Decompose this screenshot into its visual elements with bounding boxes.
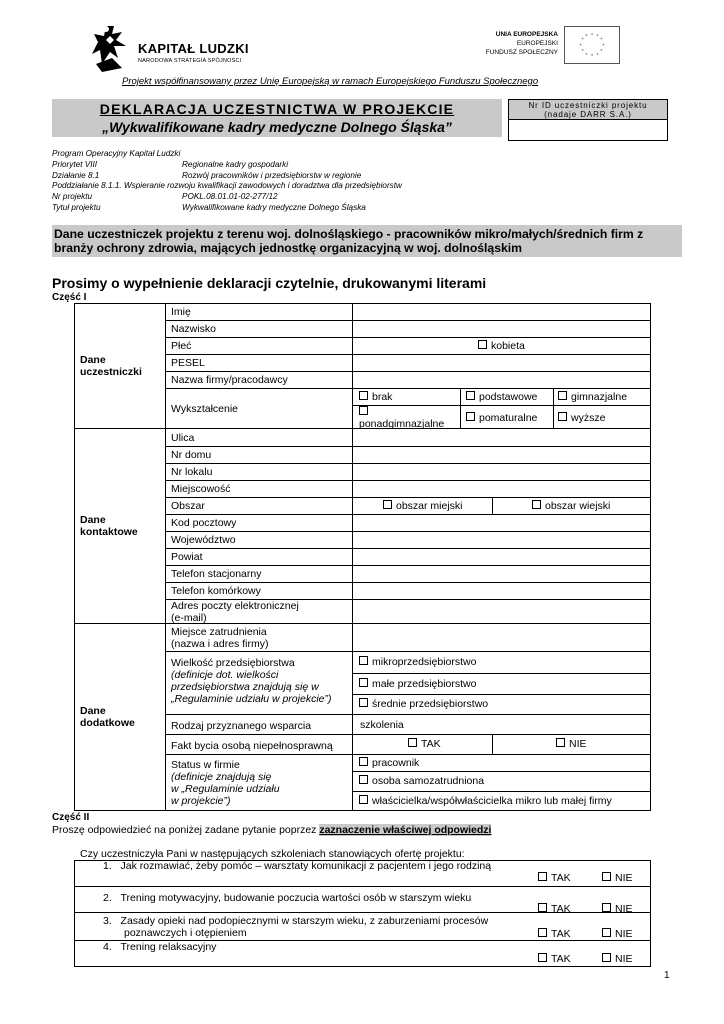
checkbox-icon [538,903,547,912]
kapital-ludzki-title: KAPITAŁ LUDZKI [138,41,249,56]
participant-id-note: (nadaje DARR S.A.) [544,110,632,119]
option-label: TAK [551,872,571,884]
option-wyzsze[interactable] [558,412,605,424]
item-text: Trening relaksacyjny [120,941,217,953]
label-line: (definicje znajdują się [171,771,272,783]
row-divider [165,463,651,464]
label-imie: Imię [171,306,191,318]
ue-line-2: EUROPEJSKI [516,40,558,47]
answer-instruction [52,824,491,836]
item-text: Trening motywacyjny, budowanie poczucia wartości osób w starszym wieku [120,892,472,904]
training-item [103,941,216,953]
svg-text:*: * [579,43,582,49]
svg-text:*: * [600,38,603,44]
option-srednie[interactable] [359,698,488,710]
label-line: w „Regulaminie udziału [171,783,280,795]
checkbox-icon [602,953,611,962]
label-powiat: Powiat [171,551,203,563]
row-divider [165,446,651,447]
checkbox-icon [359,775,368,784]
option-label: TAK [551,903,571,915]
checkbox-icon [359,795,368,804]
checkbox-icon [558,412,567,421]
info-key: Program Operacyjny Kapitał Ludzki [52,149,181,158]
checkbox-icon [556,738,565,747]
info-value: Regionalne kadry gospodarki [182,159,289,169]
checkbox-icon [359,698,368,707]
option-label: kobieta [491,340,525,352]
option-label: ponadgimnazjalne [359,418,445,430]
row-divider [165,354,651,355]
option-label: brak [372,391,393,403]
declaration-title: DEKLARACJA UCZESTNICTWA W PROJEKCIE [99,101,455,117]
row-divider [352,694,651,695]
option-label: mikroprzedsiębiorstwo [372,656,477,668]
row-divider [165,714,651,715]
page-number: 1 [664,970,670,981]
row-divider [165,497,651,498]
section-label: Dane [80,514,106,526]
label-miejscowosc: Miejscowość [171,483,231,495]
checkbox-icon [558,391,567,400]
checkbox-icon [478,340,487,349]
checkbox-icon [359,656,368,665]
label-wojewodztwo: Województwo [171,534,236,546]
checkbox-icon [538,872,547,881]
row-divider [165,371,651,372]
ue-line-1: UNIA EUROPEJSKA [495,31,558,38]
training-2-no[interactable] [602,903,633,915]
participants-banner: Dane uczestniczek projektu z terenu woj. dolnośląskiego - pracowników mikro/małych/średnich firm z branży ochrony zdrowia, mających jednostkę organizacyjną w woj. dolnośląskim [54,227,644,255]
info-value: POKL.08.01.01-02-277/12 [182,192,278,202]
checkbox-icon [602,872,611,881]
row-divider [165,337,651,338]
row-divider [165,582,651,583]
option-label: TAK [551,953,571,965]
ue-logo-text [470,30,558,57]
option-ponadgimnazjalne[interactable] [359,406,444,430]
row-divider [352,673,651,674]
kapital-ludzki-logo-icon [92,24,132,74]
label-wielkosc [171,657,331,705]
info-key: Poddziałanie 8.1.1. Wspieranie rozwoju kwalifikacji zawodowych i doradztwa dla przedsiębiorstw [52,181,402,191]
part-2-label: Część II [52,812,90,823]
cofinancing-note: Projekt współfinansowany przez Unię Europejską w ramach Europejskiego Funduszu Społecznego [122,76,539,87]
section-contact [80,514,138,538]
option-label: małe przedsiębiorstwo [372,678,477,690]
row-divider [165,548,651,549]
option-divider [553,388,554,428]
option-pracownik[interactable] [359,757,419,769]
row-divider [165,531,651,532]
item-text: poznawczych i otępieniem [124,927,247,939]
row-divider [74,886,651,887]
label-line: (nazwa i adres firmy) [171,638,269,650]
label-wyksztalcenie: Wykształcenie [171,403,239,415]
training-item [103,915,488,939]
section-participant [80,354,142,378]
row-divider [165,754,651,755]
option-brak[interactable] [359,391,392,403]
option-gimnazjalne[interactable] [558,391,627,403]
label-niepelno: Fakt bycia osobą niepełnosprawną [171,740,333,752]
label-pesel: PESEL [171,357,205,369]
checkbox-icon [538,953,547,962]
row-divider [165,480,651,481]
training-3-no[interactable] [602,928,633,940]
checkbox-icon [538,928,547,937]
row-divider [165,651,651,652]
training-item [103,860,491,872]
label-tel-kom: Telefon komórkowy [171,585,261,597]
option-label: NIE [615,903,633,915]
option-label: TAK [551,928,571,940]
option-label: pomaturalne [479,412,538,424]
label-email [171,600,299,624]
option-mikro[interactable] [359,656,476,668]
training-4-no[interactable] [602,953,633,965]
option-obszar-wiejski[interactable] [532,500,610,512]
label-kod: Kod pocztowy [171,517,237,529]
row-divider [352,771,651,772]
fill-instruction: Prosimy o wypełnienie deklaracji czytelnie, drukowanymi literami [52,275,487,291]
option-divider [492,734,493,754]
checkbox-icon [383,500,392,509]
checkbox-icon [408,738,417,747]
label-nr-lokalu: Nr lokalu [171,466,213,478]
item-number: 2. [103,892,112,904]
svg-text:*: * [585,34,588,40]
option-label: NIE [569,738,587,750]
participant-id-header [509,100,667,120]
label-wsparcie: Rodzaj przyznanego wsparcia [171,720,312,732]
project-name-title: „Wykwalifikowane kadry medyczne Dolnego Śląska” [102,119,452,135]
item-number: 3. [103,915,112,927]
label-nazwisko: Nazwisko [171,323,216,335]
training-4-yes[interactable] [538,953,571,965]
section-label: uczestniczki [80,366,142,378]
info-value: Wykwalifikowane kadry medyczne Dolnego Śląska [182,202,366,212]
section-label: Dane [80,354,106,366]
option-label: obszar miejski [396,500,463,512]
training-item [103,892,471,904]
option-label: NIE [615,872,633,884]
instruction-highlight: zaznaczenie właściwej odpowiedzi [319,824,492,836]
label-line: Miejsce zatrudnienia [171,626,267,638]
row-divider [165,734,651,735]
section-label: kontaktowe [80,526,138,538]
item-text: Zasady opieki nad podopiecznymi w starszym wieku, z zaburzeniami procesów [120,915,489,927]
row-divider [165,388,651,389]
option-podstawowe[interactable] [466,391,537,403]
item-text: Jak rozmawiać, żeby pomóc – warsztaty komunikacji z pacjentem i jego rodziną [120,860,492,872]
label-line: „Regulaminie udziału w projekcie”) [171,693,332,705]
svg-text:*: * [590,54,594,60]
label-line: w projekcie”) [171,795,231,807]
option-divider [460,388,461,428]
option-wlasciciel[interactable] [359,795,612,807]
option-label: średnie przedsiębiorstwo [372,698,489,710]
ue-line-3: FUNDUSZ SPOŁECZNY [485,49,558,56]
participant-id-label: Nr ID uczestniczki projektu [528,101,648,110]
training-question: Czy uczestniczyła Pani w następujących szkoleniach stanowiących ofertę projektu: [80,848,465,860]
svg-text:*: * [602,43,605,49]
svg-text:*: * [581,49,584,55]
option-kobieta[interactable] [478,340,525,352]
option-label: NIE [615,953,633,965]
option-samozatrudniona[interactable] [359,775,484,787]
svg-text:*: * [600,49,603,55]
item-number: 4. [103,941,112,953]
info-key: Działanie 8.1 [52,170,100,180]
option-label: wyższe [571,412,606,424]
project-info [52,149,402,214]
label-ulica: Ulica [171,432,195,444]
checkbox-icon [466,391,475,400]
label-status [171,759,280,807]
label-line: Adres poczty elektronicznej [171,600,299,612]
option-label: gimnazjalne [571,391,628,403]
option-divider [492,497,493,514]
svg-text:*: * [596,34,599,40]
option-male[interactable] [359,678,476,690]
option-label: NIE [615,928,633,940]
option-label: obszar wiejski [545,500,611,512]
option-label: podstawowe [479,391,538,403]
label-line: Wielkość przedsiębiorstwa [171,657,295,669]
option-label: pracownik [372,757,420,769]
training-3-yes[interactable] [538,928,571,940]
section-additional [80,705,135,729]
training-1-no[interactable] [602,872,633,884]
label-firma: Nazwa firmy/pracodawcy [171,374,288,386]
svg-text:*: * [590,33,594,39]
checkbox-icon [359,757,368,766]
row-divider [165,514,651,515]
label-tel-stac: Telefon stacjonarny [171,568,262,580]
section-label: dodatkowe [80,717,135,729]
option-label: właścicielka/współwłaścicielka mikro lub małej firmy [372,795,612,807]
part-1-label: Część I [52,292,87,303]
label-miejsce [171,626,268,650]
option-obszar-miejski[interactable] [383,500,463,512]
label-line: (definicje dot. wielkości [171,669,279,681]
option-niepelno-nie[interactable] [556,738,587,750]
participant-id-box[interactable] [508,99,668,141]
eu-flag-icon [564,26,620,64]
row-divider [352,791,651,792]
section-divider [74,623,651,624]
checkbox-icon [602,903,611,912]
checkbox-icon [532,500,541,509]
label-line: Status w firmie [171,759,240,771]
checkbox-icon [359,406,368,415]
label-nr-domu: Nr domu [171,449,212,461]
option-label: osoba samozatrudniona [372,775,485,787]
info-key: Tytuł projektu [52,202,101,212]
option-label: TAK [421,738,441,750]
svg-text:*: * [585,53,588,59]
info-key: Priorytet VIII [52,159,98,169]
svg-text:*: * [596,53,599,59]
checkbox-icon [359,678,368,687]
checkbox-icon [602,928,611,937]
checkbox-icon [359,391,368,400]
row-divider [165,320,651,321]
label-plec: Płeć [171,340,192,352]
section-label: Dane [80,705,106,717]
info-key: Nr projektu [52,192,93,202]
info-value: Rozwój pracowników i przedsiębiorstw w regionie [182,170,362,180]
label-line: przedsiębiorstwa znajdują się w [171,681,319,693]
training-1-yes[interactable] [538,872,571,884]
label-line: (e-mail) [171,612,207,624]
checkbox-icon [466,412,475,421]
value-szkolenia: szkolenia [360,719,404,731]
item-number: 1. [103,860,112,872]
option-niepelno-tak[interactable] [408,738,441,750]
instruction-text: Proszę odpowiedzieć na poniżej zadane pytanie poprzez [52,824,320,836]
training-2-yes[interactable] [538,903,571,915]
svg-text:*: * [581,38,584,44]
row-divider [165,565,651,566]
option-pomaturalne[interactable] [466,412,537,424]
label-obszar: Obszar [171,500,205,512]
kapital-ludzki-subtitle: NARODOWA STRATEGIA SPÓJNOŚCI [138,58,242,64]
